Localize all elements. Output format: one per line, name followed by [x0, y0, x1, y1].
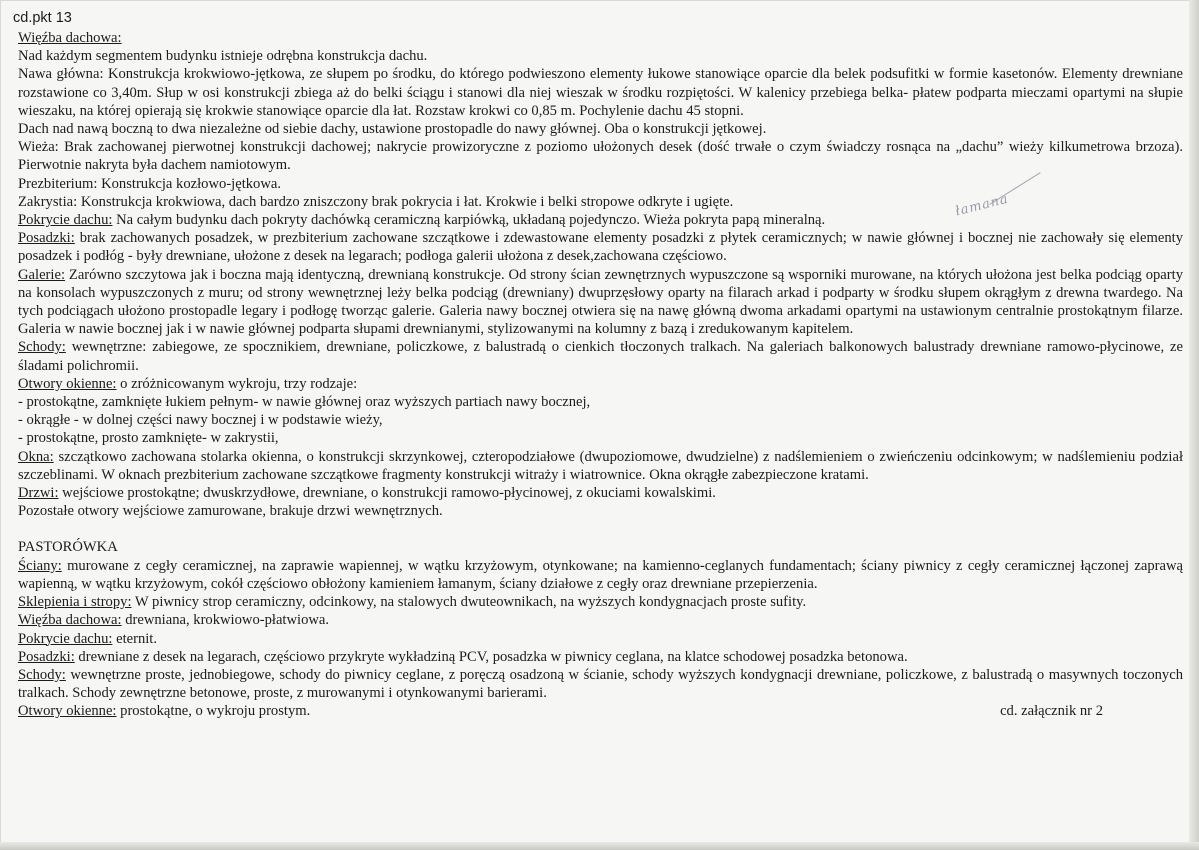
wiezba-line: Nawa główna: Konstrukcja krokwiowo-jętkowa, ze słupem po środku, do którego podwieszono elementy łukowe stanowiące oparcie dla belek podsufitki w formie kasetonów. Elementy drewniane rozstawione co 3,40m. Słup w osi konstrukcji zbiega aż do belki ściągu i stanowi dla niej wieszak w środku rozpiętości. W kalenicy przebiega belka- płatew podparta mieczami opartymi na słupie wieszaku, na której opierają się krokwie stanowiące oparcie dla łat. Rozstaw krokwi co 0,85 m. Pochylenie dachu 45 stopni.: [18, 66, 1183, 119]
pencil-annotation: łamana: [953, 191, 1011, 220]
pastorowka-schody: Schody: wewnętrzne proste, jednobiegowe, schody do piwnicy ceglane, z poręczą osadzoną w ścianie, schody wyższych kondygnacji drewniane, policzkowe, z balustradą o masywnych toczonych tralkach. Schody zewnętrzne betonowe, proste, z murowanymi i otynkowanymi barierami.: [18, 666, 1183, 702]
item-label: Schody:: [18, 666, 66, 683]
wiezba-line: Prezbiterium: Konstrukcja kozłowo-jętkowa.: [18, 175, 282, 192]
pastorowka-wiezba: Więźba dachowa: drewniana, krokwiowo-płatwiowa.: [18, 612, 330, 629]
paragraph-otwory: Otwory okienne: o zróżnicowanym wykroju, trzy rodzaje:: [18, 375, 358, 392]
document-body: [18, 29, 1183, 721]
item-label: Galerie:: [18, 266, 65, 283]
item-label: Więźba dachowa:: [18, 612, 122, 629]
item-label: Ściany:: [18, 557, 62, 574]
pastorowka-sciany: Ściany: murowane z cegły ceramicznej, na zaprawie wapiennej, w wątku krzyżowym, otynkowane; na kamienno-ceglanych fundamentach; ściany piwnicy z cegły ceramicznej łączonej zaprawą wapienną, w wątku krzyżowym, cokół częściowo obłożony kamieniem łamanym, ściany działowe z cegły oraz drewniane przepierzenia.: [18, 557, 1183, 592]
item-label: Otwory okienne:: [18, 375, 117, 392]
section-title-wiezba: Więźba dachowa:: [18, 30, 122, 46]
note-walled-doors: Pozostałe otwory wejściowe zamurowane, brakuje drzwi wewnętrznych.: [18, 503, 443, 520]
paragraph-posadzki: Posadzki: brak zachowanych posadzek, w prezbiterium zachowane szczątkowe i zdewastowane elementy posadzki z płytek ceramicznych; w nawie głównej i bocznej nie zachowały się elementy posadzek i podłóg - były drewniane, ułożone z desek na legarach; podłoga galerii ułożona z desek,zachowana częściowo.: [18, 230, 1183, 265]
item-label: Posadzki:: [18, 648, 75, 665]
window-type-item: - okrągłe - w dolnej części nawy bocznej i w podstawie wieży,: [18, 412, 383, 429]
paragraph-drzwi: Drzwi: wejściowe prostokątne; dwuskrzydłowe, drewniane, o konstrukcji ramowo-płycinowej, z okuciami kowalskimi.: [18, 485, 716, 502]
wiezba-line: Dach nad nawą boczną to dwa niezależne od siebie dachy, ustawione prostopadle do nawy głównej. Oba o konstrukcji jętkowej.: [18, 121, 767, 138]
wiezba-line: Zakrystia: Konstrukcja krokwiowa, dach bardzo zniszczony brak pokrycia i łat. Krokwie i belki stropowe odkryte i ugięte.: [18, 193, 734, 210]
item-label: Sklepienia i stropy:: [18, 594, 132, 611]
pastorowka-pokrycie: Pokrycie dachu: eternit.: [18, 630, 158, 647]
section-title-pastorowka: PASTORÓWKA: [18, 539, 118, 556]
item-label: Schody:: [18, 339, 66, 356]
page-edge-bottom: [0, 842, 1199, 850]
item-label: Posadzki:: [18, 230, 75, 247]
pastorowka-posadzki: Posadzki: drewniane z desek na legarach, częściowo przykryte wykładziną PCV, posadzka w piwnicy ceglana, na klatce schodowej posadzka betonowa.: [18, 648, 908, 665]
pastorowka-otwory: Otwory okienne: prostokątne, o wykroju prostym.: [18, 703, 311, 720]
item-label: Pokrycie dachu:: [18, 212, 113, 229]
item-label: Okna:: [18, 448, 54, 465]
item-label: Drzwi:: [18, 485, 59, 502]
item-label: Pokrycie dachu:: [18, 630, 113, 647]
paragraph-galerie: Galerie: Zarówno szczytowa jak i boczna mają identyczną, drewnianą konstrukcje. Od strony ścian zewnętrznych wypuszczone są wsporniki murowane, na których ułożona jest belka podciąg oparty na konsolach wypuszczonych z muru; od strony wewnętrznej leży belka podciąg (drewniany) dwuprzęsłowy oparty na filarach arkad i podparty w środku słupem okrągłym z drewna twardego. Na tych podciągach ułożono prostopadle legary i podłogę tworząc galerie. Galeria nawy bocznej otwiera się na nawę główną dwoma arkadami opartymi na ustawionym centralnie prostokątnym filarze. Galeria w nawie bocznej jak i w nawie głównej podparta słupami drewnianymi, stylizowanymi na kolumny z bazą i zredukowanym kapitelem.: [18, 266, 1183, 338]
pastorowka-sklepienia: Sklepienia i stropy: W piwnicy strop ceramiczny, odcinkowy, na stalowych dwuteownikach, na wyższych kondygnacjach proste sufity.: [18, 594, 807, 611]
window-type-item: - prostokątne, zamknięte łukiem pełnym- w nawie głównej oraz wyższych partiach nawy bocznej,: [18, 394, 591, 411]
page-edge-right: [1189, 0, 1199, 850]
window-type-item: - prostokątne, prosto zamknięte- w zakrystii,: [18, 430, 279, 447]
page-header: cd.pkt 13: [13, 10, 72, 26]
item-label: Otwory okienne:: [18, 703, 117, 720]
paragraph-pokrycie: Pokrycie dachu: Na całym budynku dach pokryty dachówką ceramiczną karpiówką, układaną pojedynczo. Wieża pokryta papą mineralną.: [18, 212, 826, 229]
wiezba-line: Wieża: Brak zachowanej pierwotnej konstrukcji dachowej; nakrycie prowizoryczne z poziomo ułożonych desek (dość trwałe o czym świadczy rosnąca na „dachu” wieży kilkumetrowa brzoza). Pierwotnie nakryta była dachem namiotowym.: [18, 139, 1183, 174]
paragraph-schody: Schody: wewnętrzne: zabiegowe, ze spocznikiem, drewniane, policzkowe, z balustradą o cienkich tłoczonych tralkach. Na galeriach balkonowych balustrady drewniane ramowo-płycinowe, ze śladami polichromii.: [18, 339, 1183, 374]
paragraph-okna: Okna: szczątkowo zachowana stolarka okienna, o konstrukcji skrzynkowej, czteropodziałowe (dwupoziomowe, dwudzielne) z nadślemieniem o zwieńczeniu odcinkowym; w nadślemieniu podział szczeblinami. W oknach prezbiterium zachowane szczątkowe fragmenty konstrukcji witraży i wiatrownice. Okna okrągłe zabezpieczone kratami.: [18, 448, 1183, 483]
footer-note: cd. załącznik nr 2: [1000, 703, 1103, 720]
wiezba-line: Nad każdym segmentem budynku istnieje odrębna konstrukcja dachu.: [18, 48, 428, 65]
spacer: [18, 520, 1183, 538]
last-row: [18, 702, 1183, 720]
